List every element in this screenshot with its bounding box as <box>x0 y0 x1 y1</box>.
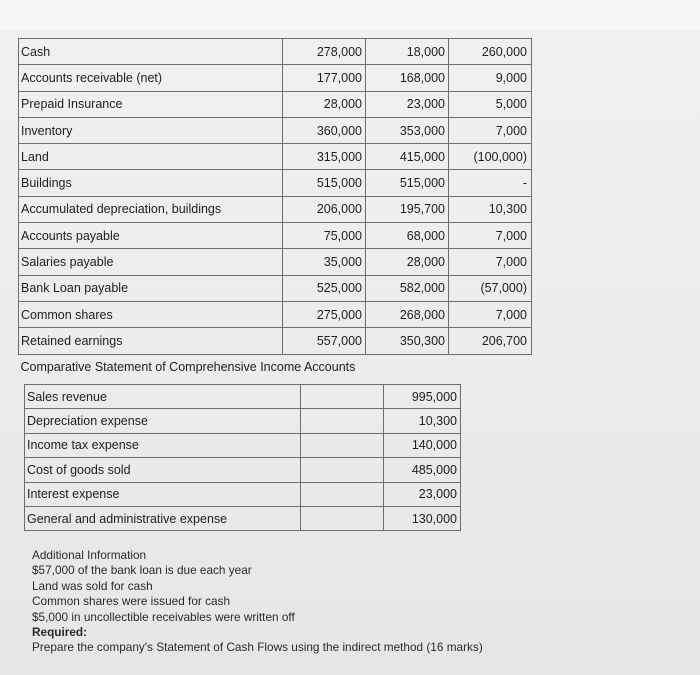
balance-row <box>19 65 532 91</box>
income-label: Cost of goods sold <box>25 458 301 482</box>
balance-row <box>19 223 532 249</box>
note-line: Land was sold for cash <box>32 578 153 593</box>
row-label: Accounts payable <box>19 223 283 249</box>
income-heading-row <box>19 354 532 380</box>
value-col-2: 23,000 <box>366 91 449 117</box>
note-line: $5,000 in uncollectible receivables were written off <box>32 609 295 624</box>
value-col-1: 177,000 <box>283 65 366 91</box>
value-col-3: 10,300 <box>449 196 532 222</box>
income-value: 140,000 <box>384 433 461 457</box>
balance-row <box>19 144 532 170</box>
value-col-2: 353,000 <box>366 117 449 143</box>
value-col-3: 5,000 <box>449 91 532 117</box>
income-label: Depreciation expense <box>25 409 301 433</box>
income-label: Interest expense <box>25 482 301 506</box>
required-text: Prepare the company's Statement of Cash Flows using the indirect method (16 marks) <box>32 640 483 655</box>
value-col-3: 7,000 <box>449 301 532 327</box>
balance-table <box>18 38 532 380</box>
income-value: 485,000 <box>384 458 461 482</box>
value-col-2: 18,000 <box>366 39 449 65</box>
balance-row <box>19 196 532 222</box>
row-label: Bank Loan payable <box>19 275 283 301</box>
income-heading: Comparative Statement of Comprehensive Income Accounts <box>20 360 356 375</box>
income-label: General and administrative expense <box>25 506 301 530</box>
income-value: 130,000 <box>384 506 461 530</box>
value-col-2: 515,000 <box>366 170 449 196</box>
income-empty-cell <box>301 482 384 506</box>
income-row <box>25 458 461 482</box>
balance-row <box>19 301 532 327</box>
income-value: 23,000 <box>384 482 461 506</box>
income-empty-cell <box>301 506 384 530</box>
income-row <box>25 385 461 409</box>
value-col-3: (57,000) <box>449 275 532 301</box>
row-label: Accumulated depreciation, buildings <box>19 196 283 222</box>
income-row <box>25 506 461 530</box>
income-empty-cell <box>301 409 384 433</box>
income-empty-cell <box>301 433 384 457</box>
note-line: $57,000 of the bank loan is due each year <box>32 563 252 578</box>
balance-row <box>19 170 532 196</box>
balance-row <box>19 328 532 354</box>
row-label: Accounts receivable (net) <box>19 65 283 91</box>
value-col-3: 9,000 <box>449 65 532 91</box>
value-col-1: 525,000 <box>283 275 366 301</box>
income-row <box>25 409 461 433</box>
income-row <box>25 482 461 506</box>
value-col-1: 515,000 <box>283 170 366 196</box>
value-col-3: 206,700 <box>449 328 532 354</box>
row-label: Buildings <box>19 170 283 196</box>
value-col-3: 7,000 <box>449 223 532 249</box>
value-col-1: 75,000 <box>283 223 366 249</box>
value-col-1: 315,000 <box>283 144 366 170</box>
income-label: Sales revenue <box>25 385 301 409</box>
value-col-2: 415,000 <box>366 144 449 170</box>
notes-heading: Additional Information <box>32 548 147 562</box>
value-col-3: (100,000) <box>449 144 532 170</box>
income-table <box>24 384 461 531</box>
balance-row <box>19 275 532 301</box>
value-col-1: 35,000 <box>283 249 366 275</box>
value-col-3: - <box>449 170 532 196</box>
balance-row <box>19 249 532 275</box>
value-col-2: 68,000 <box>366 223 449 249</box>
row-label: Cash <box>19 39 283 65</box>
row-label: Retained earnings <box>19 328 283 354</box>
value-col-1: 28,000 <box>283 91 366 117</box>
income-row <box>25 433 461 457</box>
row-label: Land <box>19 144 283 170</box>
balance-row <box>19 117 532 143</box>
balance-row <box>19 91 532 117</box>
value-col-3: 7,000 <box>449 249 532 275</box>
value-col-2: 350,300 <box>366 328 449 354</box>
value-col-1: 557,000 <box>283 328 366 354</box>
additional-information <box>32 548 483 656</box>
income-empty-cell <box>301 458 384 482</box>
top-margin <box>0 0 700 30</box>
value-col-1: 360,000 <box>283 117 366 143</box>
row-label: Salaries payable <box>19 249 283 275</box>
value-col-1: 278,000 <box>283 39 366 65</box>
note-line: Common shares were issued for cash <box>32 594 231 609</box>
value-col-2: 28,000 <box>366 249 449 275</box>
income-label: Income tax expense <box>25 433 301 457</box>
row-label: Inventory <box>19 117 283 143</box>
income-value: 10,300 <box>384 409 461 433</box>
value-col-1: 206,000 <box>283 196 366 222</box>
value-col-2: 268,000 <box>366 301 449 327</box>
income-value: 995,000 <box>384 385 461 409</box>
balance-row <box>19 39 532 65</box>
value-col-2: 582,000 <box>366 275 449 301</box>
value-col-3: 7,000 <box>449 117 532 143</box>
value-col-1: 275,000 <box>283 301 366 327</box>
row-label: Prepaid Insurance <box>19 91 283 117</box>
value-col-2: 195,700 <box>366 196 449 222</box>
income-empty-cell <box>301 385 384 409</box>
required-label: Required: <box>32 625 88 640</box>
value-col-2: 168,000 <box>366 65 449 91</box>
row-label: Common shares <box>19 301 283 327</box>
value-col-3: 260,000 <box>449 39 532 65</box>
